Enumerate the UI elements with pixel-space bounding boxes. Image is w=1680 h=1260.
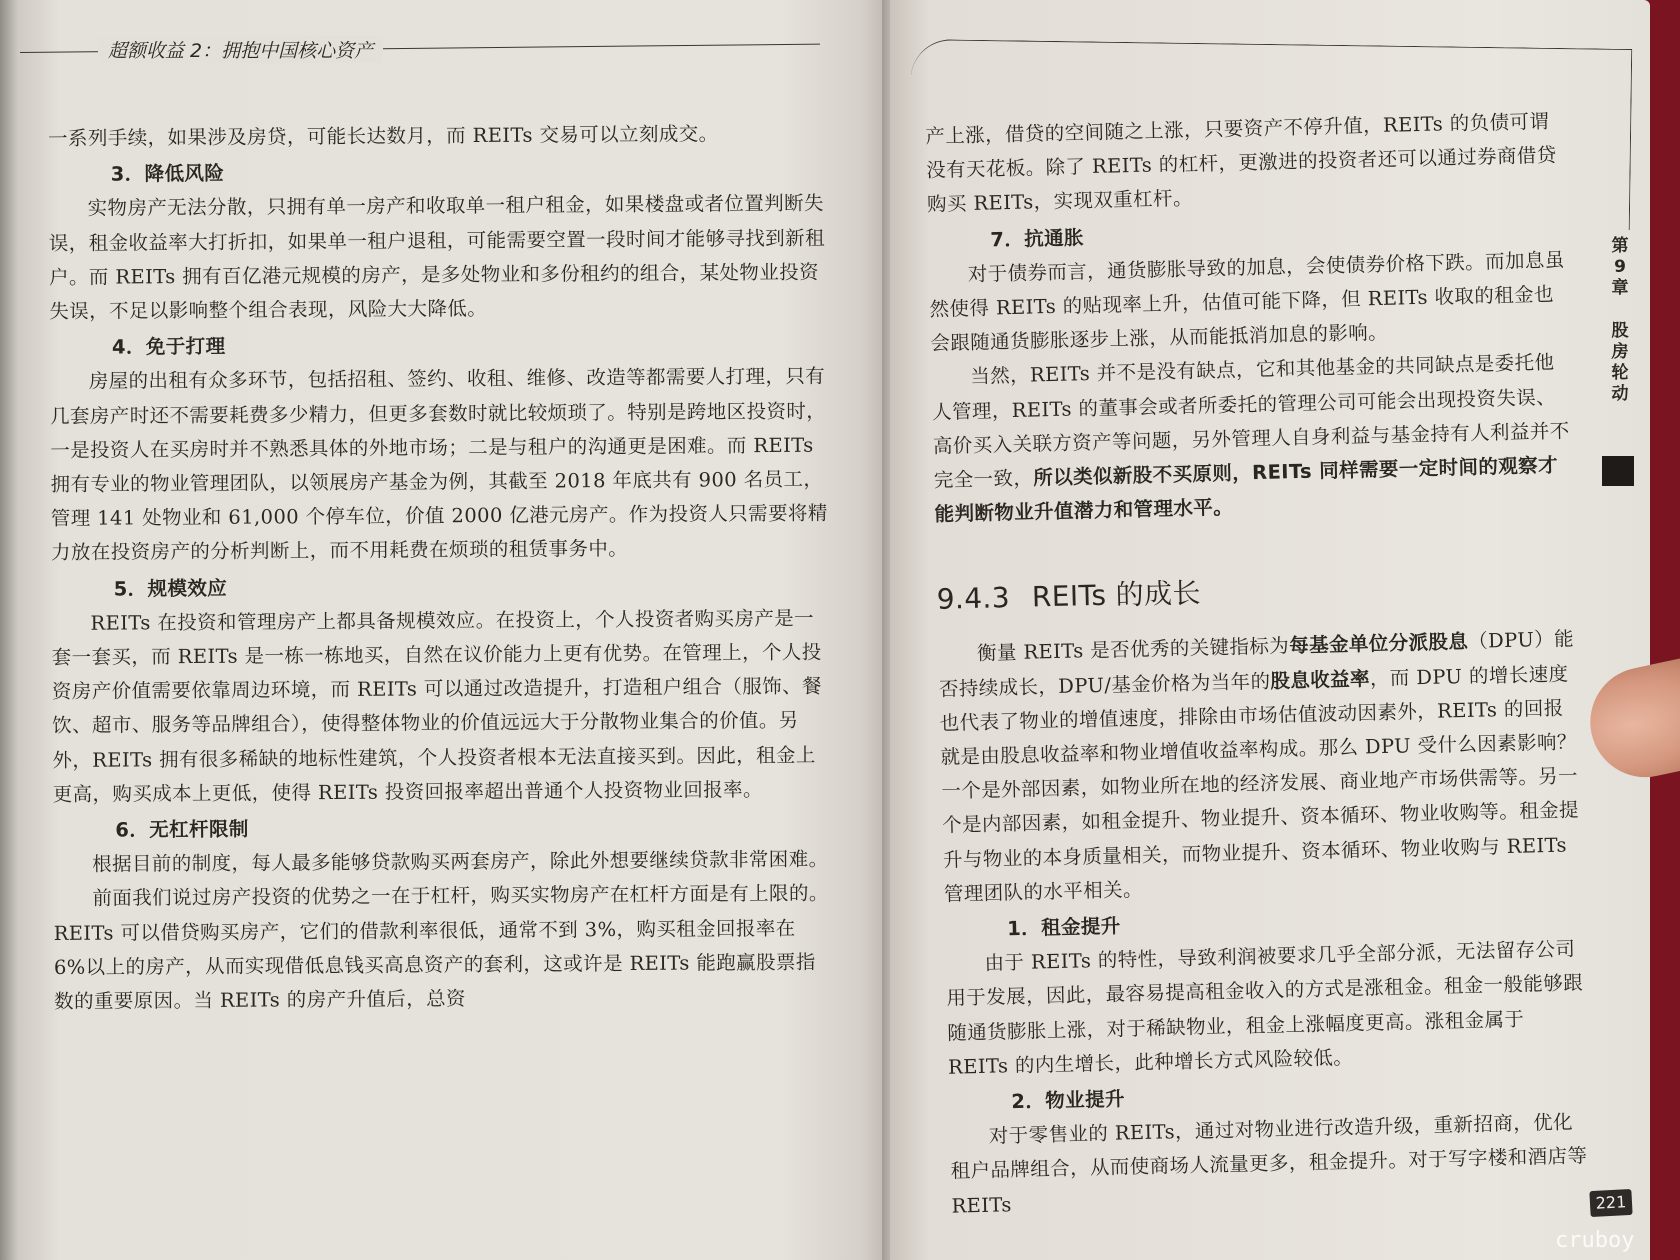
paragraph: 实物房产无法分散，只拥有单一房产和收取单一租户租金，如果楼盘或者位置判断失误，租金收益率大打折扣，如果单一租户退租，可能需要空置一段时间才能够寻找到新租户。而 REITs 拥有百亿港元规模的房产，是多处物业和多份租约的组合，某处物业投资失误，不足以影响整个组合表现，风险大大降低。 xyxy=(48,191,826,324)
paragraph: 对于债券而言，通货膨胀导致的加息，会使债券价格下跌。而加息虽然使得 REITs 的贴现率上升，估值可能下降，但 REITs 收取的租金也会跟随通货膨胀逐步上涨，从而能抵消加息的影响。 xyxy=(929,248,1565,356)
section-heading-rent-increase: 1．租金提升 xyxy=(1006,914,1121,941)
running-head-title: 超额收益 2：拥抱中国核心资产 xyxy=(98,36,383,63)
paragraph-text: 当然，REITs 并不是没有缺点，它和其他基金的共同缺点是委托他人管理，REITs 的董事会或者所委托的管理公司可能会出现投资失误、高价买入关联方资产等问题，另外管理人自身利益与基金持有人利益并不完全一致， xyxy=(931,351,1570,492)
chapter-title-char: 轮 xyxy=(1611,363,1629,383)
running-head xyxy=(20,30,820,60)
right-book-page xyxy=(890,0,1650,1260)
chapter-title-char: 股 xyxy=(1611,321,1629,341)
section-heading-no-leverage-limit: 6．无杠杆限制 xyxy=(115,817,249,842)
paragraph: 根据目前的制度，每人最多能够贷款购买两套房产，除此外想要继续贷款非常困难。 xyxy=(92,847,829,876)
section-title xyxy=(936,565,1577,621)
emphasis-text: 股息收益率 xyxy=(1270,666,1371,693)
chapter-tab xyxy=(1600,236,1640,405)
chapter-number: 9 xyxy=(1614,257,1626,277)
paragraph: 对于零售业的 REITs，通过对物业进行改造升级，重新招商，优化租户品牌组合，从而使商场人流量更多，租金提升。对于写字楼和酒店等 REITs xyxy=(950,1110,1588,1218)
chapter-unit: 章 xyxy=(1611,278,1629,298)
paragraph: 房屋的出租有众多环节，包括招租、签约、收租、维修、改造等都需要人打理，只有几套房产时还不需要耗费多少精力，但更多套数时就比较烦琐了。特别是跨地区投资时，一是投资人在买房时并不熟悉具体的外地市场；二是与租户的沟通更是困难。而 REITs 拥有专业的物业管理团队，以领展房产基金为例，其截至 2018 年底共有 900 名员工，管理 141 处物业和 61,000 个停车位，价值 2000 亿港元房产。作为投资人只需要将精力放在投资房产的分析判断上，而不用耗费在烦琐的租赁事务中。 xyxy=(49,365,828,565)
emphasis-text: 每基金单位分派股息 xyxy=(1288,630,1469,658)
paragraph: 前面我们说过房产投资的优势之一在于杠杆，购买实物房产在杠杆方面是有上限的。REITs 可以借贷购买房产，它们的借款利率很低，通常不到 3%，购买租金回报率在 6%以上的房产，从而实现借低息钱买高息资产的套利，这或许是 REITs 能跑赢股票指数的重要原因。当 REITs 的房产升值后，总资 xyxy=(53,882,829,1014)
section-number: 9.4.3 xyxy=(936,581,1011,617)
paragraph xyxy=(931,346,1575,533)
section-title-text: REITs 的成长 xyxy=(1031,576,1202,614)
emphasis-text: 所以类似新股不买原则，REITs 同样需要一定时间的观察才能判断物业升值潜力和管理水平。 xyxy=(934,453,1559,527)
page-number: 221 xyxy=(1589,1189,1632,1217)
paragraph xyxy=(938,623,1584,912)
paragraph-text: （DPU）能否持续成长，DPU/基金价格为当年的 xyxy=(938,627,1575,701)
paragraph-text: 衡量 REITs 是否优秀的关键指标为 xyxy=(976,634,1290,666)
section-heading-no-maintenance: 4．免于打理 xyxy=(111,334,226,359)
paragraph: 由于 REITs 的特性，导致利润被要求几乎全部分派，无法留存公司用于发展，因此，最容易提高租金收入的方式是涨租金。租金一般能够跟随通货膨胀上涨，对于稀缺物业，租金上涨幅度更高。涨租金属于 REITs 的内生增长，此种增长方式风险较低。 xyxy=(946,937,1584,1079)
paragraph: 一系列手续，如果涉及房贷，可能长达数月，而 REITs 交易可以立刻成交。 xyxy=(48,122,719,150)
right-page-body xyxy=(925,104,1592,1223)
paragraph: 产上涨，借贷的空间随之上涨，只要资产不停升值，REITs 的负债可谓没有天花板。除了 REITs 的杠杆，更激进的投资者还可以通过券商借贷购买 REITs，实现双重杠杆。 xyxy=(925,109,1557,217)
watermark: cruboy xyxy=(1555,1228,1635,1253)
chapter-title-char: 动 xyxy=(1611,384,1629,404)
section-heading-property-upgrade: 2．物业提升 xyxy=(1011,1087,1126,1114)
section-heading-scale-effect: 5．规模效应 xyxy=(113,576,228,601)
section-heading-anti-inflation: 7．抗通胀 xyxy=(990,225,1085,252)
section-heading-reduce-risk: 3．降低风险 xyxy=(110,161,225,186)
chapter-title-char: 房 xyxy=(1611,342,1629,362)
paragraph-text: ，而 DPU 的增长速度也代表了物业的增值速度，排除由市场估值波动因素外，REITs 的回报就是由股息收益率和物业增值收益率构成。那么 DPU 受什么因素影响？一个是外部因素，如物业所在地的经济发展、商业地产市场供需等。另一个是内部因素，如租金提升、物业提升、资本循环、物业收购等。租金提升与物业的本身质量相关，而物业提升、资本循环、物业收购与 REITs 管理团队的水平相关。 xyxy=(939,662,1580,906)
paragraph: REITs 在投资和管理房产上都具备规模效应。在投资上，个人投资者购买房产是一套一套买，而 REITs 是一栋一栋地买，自然在议价能力上更有优势。在管理上，个人投资房产价值需要依靠周边环境，而 REITs 可以通过改造提升，打造租户组合（服饰、餐饮、超市、服务等品牌组合），使得整体物业的价值远远大于分散物业集合的价值。另外，REITs 拥有很多稀缺的地标性建筑，个人投资者根本无法直接买到。因此，租金上更高，购买成本上更低，使得 REITs 投资回报率超出普通个人投资物业回报率。 xyxy=(51,606,822,806)
left-page-body xyxy=(48,117,832,1020)
chapter-label: 第 xyxy=(1611,236,1629,256)
chapter-marker-block xyxy=(1602,456,1634,486)
